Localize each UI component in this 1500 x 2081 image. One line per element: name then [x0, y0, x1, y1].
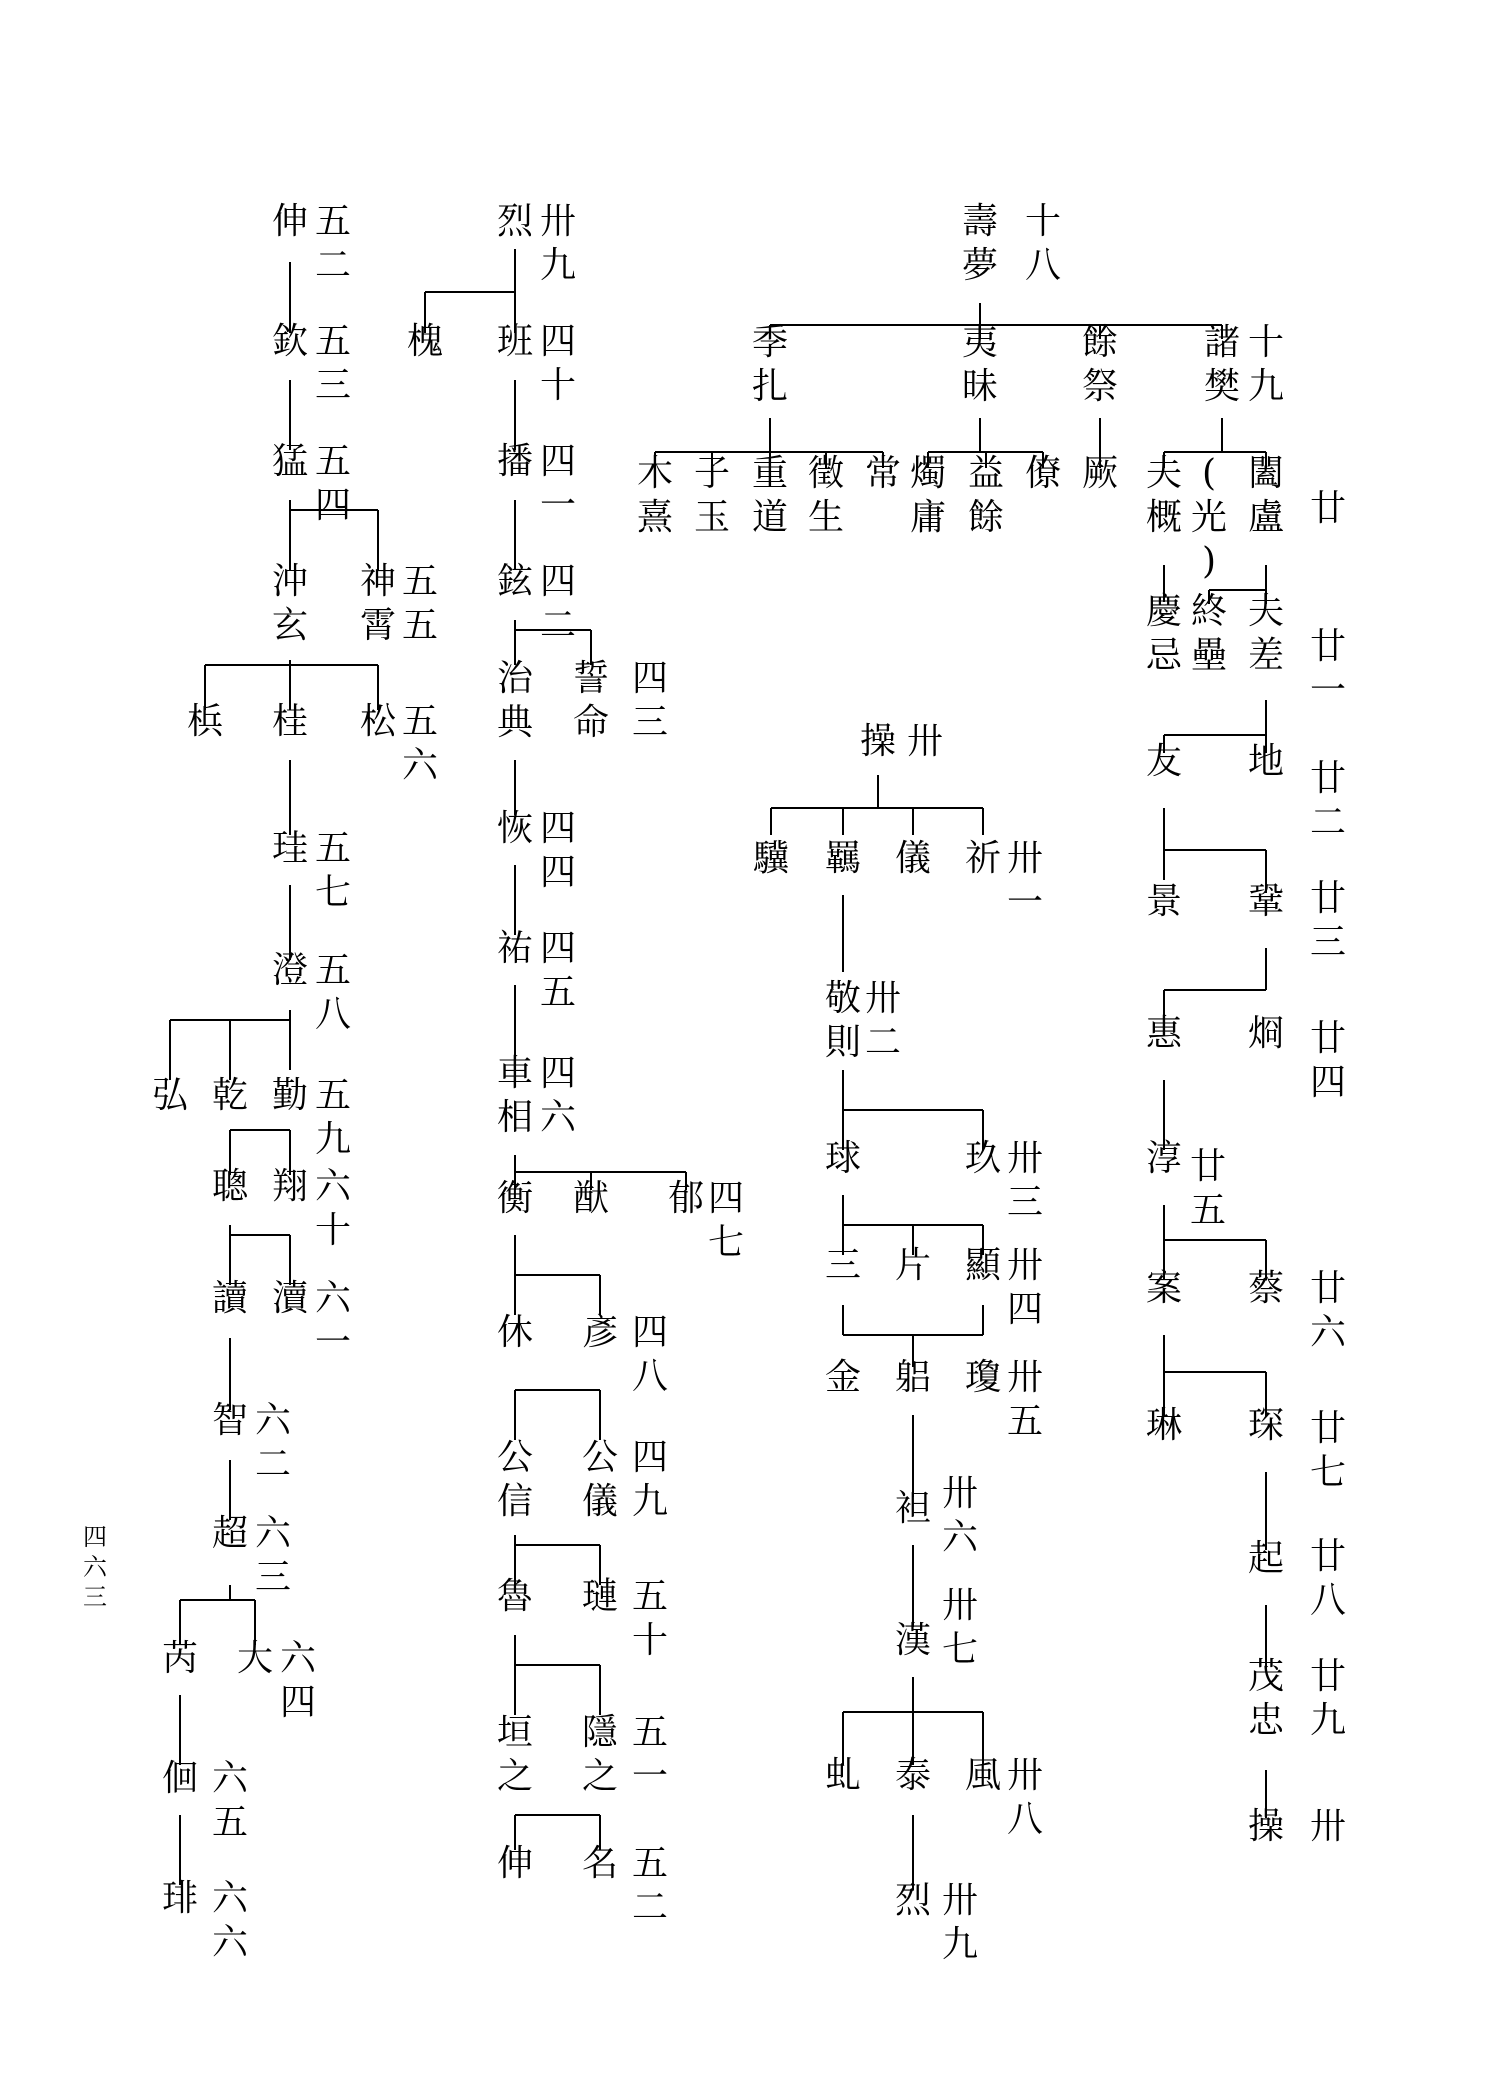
person-name: 蔡 [1247, 1268, 1285, 1309]
generation-number: 廿八 [1309, 1536, 1347, 1621]
generation-number: 五二 [314, 201, 352, 286]
generation-number: 十九 [1247, 322, 1285, 407]
generation-number: 廿三 [1309, 878, 1347, 963]
generation-number: 五五 [401, 561, 439, 646]
person-name: 友 [1145, 741, 1183, 782]
person-name: 梹 [186, 701, 224, 742]
person-name: 闔盧 [1247, 453, 1285, 538]
person-name: 惠 [1145, 1013, 1183, 1054]
generation-number: 四五 [539, 928, 577, 1013]
generation-number: 卅七 [941, 1585, 979, 1670]
person-name: 聰 [211, 1166, 249, 1207]
person-name: 景 [1145, 881, 1183, 922]
generation-number: 六十 [314, 1166, 352, 1251]
generation-number: 五七 [314, 828, 352, 913]
person-name: 欽 [271, 321, 309, 362]
generation-number: 四六 [539, 1053, 577, 1138]
generation-number: 卅八 [1006, 1755, 1044, 1840]
person-name: 桂 [271, 701, 309, 742]
person-name: 琲 [161, 1878, 199, 1919]
person-name: 鉉 [496, 561, 534, 602]
person-name: 常 [864, 453, 902, 494]
person-name: 翔 [271, 1166, 309, 1207]
person-name: 淳 [1145, 1138, 1183, 1179]
generation-number: 卅六 [941, 1473, 979, 1558]
person-name: 燭庸 [909, 453, 947, 538]
person-name: 祐 [496, 928, 534, 969]
person-name: 誓命 [572, 658, 610, 743]
person-name: 恢 [496, 808, 534, 849]
person-name: 儀 [894, 838, 932, 879]
person-name: 琛 [1247, 1405, 1285, 1446]
generation-number: 五一 [631, 1712, 669, 1797]
generation-number: 四四 [539, 808, 577, 893]
person-name: 茂忠 [1247, 1656, 1285, 1741]
person-name: 壽夢 [961, 201, 999, 286]
person-name: 澄 [271, 950, 309, 991]
person-name: 夫差 [1247, 591, 1285, 676]
generation-number: 廿 [1309, 488, 1347, 529]
person-name: 勤 [271, 1075, 309, 1116]
person-name: 槐 [406, 321, 444, 362]
generation-number: 廿一 [1309, 626, 1347, 711]
person-name: 玖 [964, 1138, 1002, 1179]
person-name: 瀆 [271, 1278, 309, 1319]
generation-number: 五六 [401, 701, 439, 786]
person-name: 播 [496, 441, 534, 482]
person-name: 彥 [581, 1312, 619, 1353]
generation-number: 卅九 [941, 1880, 979, 1965]
person-name: 漢 [894, 1620, 932, 1661]
person-name: 虬 [824, 1755, 862, 1796]
person-name: 猛 [271, 441, 309, 482]
generation-number: 四九 [631, 1437, 669, 1522]
page-number: 四六三 [83, 1523, 107, 1611]
person-name: 羈 [824, 838, 862, 879]
generation-number: 五四 [314, 441, 352, 526]
person-name: 片 [894, 1245, 932, 1286]
person-name: 烈 [496, 201, 534, 242]
generation-number: 六四 [279, 1638, 317, 1723]
generation-number: 廿七 [1309, 1408, 1347, 1493]
person-name: 餘祭 [1081, 322, 1119, 407]
person-name: 厥 [1081, 453, 1119, 494]
generation-number: 四二 [539, 561, 577, 646]
person-name: 鞏 [1247, 881, 1285, 922]
generation-number: 五八 [314, 950, 352, 1035]
generation-number: 五二 [631, 1843, 669, 1928]
person-name: 季扎 [751, 322, 789, 407]
person-name: 驥 [752, 838, 790, 879]
person-name: 車相 [496, 1053, 534, 1138]
person-name: 顯 [964, 1245, 1002, 1286]
generation-number: 廿九 [1309, 1656, 1347, 1741]
generation-number: 四一 [539, 441, 577, 526]
person-name: 郁 [667, 1178, 705, 1219]
generation-number: 五九 [314, 1075, 352, 1160]
person-name: 起 [1247, 1538, 1285, 1579]
person-name: 躳 [894, 1357, 932, 1398]
person-name: 木熹 [636, 453, 674, 538]
generation-number: 卅一 [1006, 838, 1044, 923]
person-name: 操 [859, 721, 897, 762]
generation-number: 廿二 [1309, 758, 1347, 843]
person-name: 休 [496, 1312, 534, 1353]
person-name: 瓊 [964, 1357, 1002, 1398]
person-name: 弘 [151, 1075, 189, 1116]
generation-number: 卅 [1309, 1806, 1347, 1847]
person-name: 袒 [894, 1488, 932, 1529]
person-name: 公儀 [581, 1437, 619, 1522]
person-name: 三 [824, 1245, 862, 1286]
generation-number: 六三 [254, 1513, 292, 1598]
generation-number: 卅五 [1006, 1357, 1044, 1442]
generation-number: 廿六 [1309, 1268, 1347, 1353]
person-name: 子玉 [693, 453, 731, 538]
person-name: 珪 [271, 828, 309, 869]
person-name: 夫概 [1145, 453, 1183, 538]
person-name: 夷昧 [961, 322, 999, 407]
generation-number: 四八 [631, 1312, 669, 1397]
generation-number: 卅九 [539, 201, 577, 286]
person-name: 終壘 [1190, 591, 1228, 676]
person-name: 隱之 [581, 1712, 619, 1797]
person-name: 大 [236, 1638, 274, 1679]
person-name: 班 [496, 321, 534, 362]
generation-number: 四三 [631, 658, 669, 743]
generation-number: 六五 [211, 1758, 249, 1843]
person-name: 沖玄 [271, 561, 309, 646]
person-name: (光) [1190, 453, 1228, 582]
generation-number: 四七 [707, 1178, 745, 1263]
person-name: 慶忌 [1145, 591, 1183, 676]
person-name: 案 [1145, 1268, 1183, 1309]
generation-number: 五三 [314, 321, 352, 406]
person-name: 僚 [1024, 453, 1062, 494]
person-name: 讀 [211, 1278, 249, 1319]
person-name: 重道 [751, 453, 789, 538]
person-name: 佪 [161, 1758, 199, 1799]
person-name: 伸 [271, 201, 309, 242]
generation-number: 十八 [1024, 201, 1062, 286]
person-name: 松 [359, 701, 397, 742]
lineage-labels [83, 201, 1347, 1965]
person-name: 衡 [496, 1178, 534, 1219]
person-name: 地 [1247, 741, 1285, 782]
person-name: 魯 [496, 1576, 534, 1617]
person-name: 璉 [581, 1576, 619, 1617]
person-name: 猷 [572, 1178, 610, 1219]
generation-number: 四十 [539, 321, 577, 406]
generation-number: 六六 [211, 1878, 249, 1963]
generation-number: 卅 [906, 721, 944, 762]
person-name: 益餘 [967, 453, 1005, 538]
person-name: 芮 [161, 1638, 199, 1679]
generation-number: 六二 [254, 1400, 292, 1485]
person-name: 金 [824, 1357, 862, 1398]
person-name: 烱 [1247, 1013, 1285, 1054]
person-name: 治典 [496, 658, 534, 743]
person-name: 神霄 [359, 561, 397, 646]
person-name: 智 [211, 1400, 249, 1441]
person-name: 琳 [1145, 1405, 1183, 1446]
person-name: 烈 [894, 1880, 932, 1921]
person-name: 徵生 [807, 453, 845, 538]
person-name: 祈 [964, 838, 1002, 879]
person-name: 球 [824, 1138, 862, 1179]
generation-number: 卅四 [1006, 1245, 1044, 1330]
person-name: 名 [581, 1843, 619, 1884]
generation-number: 五十 [631, 1576, 669, 1661]
person-name: 泰 [894, 1755, 932, 1796]
generation-number: 六一 [314, 1278, 352, 1363]
generation-number: 廿五 [1189, 1146, 1227, 1231]
person-name: 風 [964, 1755, 1002, 1796]
person-name: 敬則 [824, 978, 862, 1063]
generation-number: 廿四 [1309, 1018, 1347, 1103]
person-name: 操 [1247, 1806, 1285, 1847]
generation-number: 卅三 [1006, 1138, 1044, 1223]
person-name: 諸樊 [1203, 322, 1241, 407]
person-name: 公信 [496, 1437, 534, 1522]
person-name: 乾 [211, 1075, 249, 1116]
person-name: 伸 [496, 1843, 534, 1884]
person-name: 垣之 [496, 1712, 534, 1797]
person-name: 超 [211, 1513, 249, 1554]
generation-number: 卅二 [864, 978, 902, 1063]
